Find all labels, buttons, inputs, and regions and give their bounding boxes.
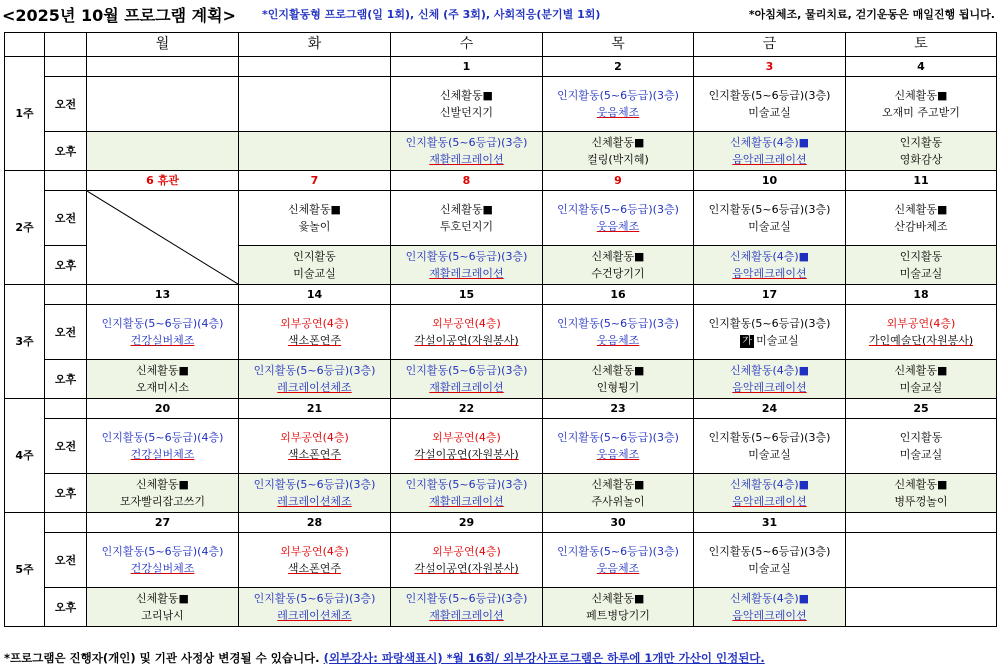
activity-type: 신체활동■: [136, 592, 189, 605]
activity-name: 산감바체조: [894, 220, 948, 233]
period-label-pm: 오후: [45, 360, 87, 399]
period-label-am: 오전: [45, 77, 87, 132]
day-header: 금: [694, 33, 846, 57]
activity-name: 건강실버체조: [130, 334, 195, 347]
period-label-pm: 오후: [45, 246, 87, 285]
date-cell: 6 휴관: [87, 171, 239, 191]
date-cell: [846, 513, 997, 533]
activity-type: 외부공연(4층): [432, 545, 501, 558]
activity-name: 웃음체조: [596, 334, 640, 347]
am-activity-cell: [239, 191, 391, 246]
date-cell: [87, 57, 239, 77]
activity-type: 인지활동(5~6등급)(4층): [101, 431, 224, 444]
activity-name: 각설이공연(자원봉사): [414, 562, 519, 575]
activity-type: 신체활동(4층)■: [729, 364, 810, 377]
am-activity-cell: [694, 419, 846, 474]
activity-type: 인지활동(5~6등급)(4층): [101, 545, 224, 558]
date-cell: 8: [391, 171, 543, 191]
pm-activity-cell: [543, 132, 694, 171]
date-cell: 22: [391, 399, 543, 419]
pm-activity-cell: [391, 588, 543, 627]
activity-name: 영화감상: [899, 153, 943, 166]
date-cell: 29: [391, 513, 543, 533]
date-cell: 3: [694, 57, 846, 77]
activity-type: 인지활동(5~6등급)(3층): [405, 250, 528, 263]
date-row: [5, 171, 997, 191]
am-activity-cell: [87, 77, 239, 132]
am-activity-cell: [694, 305, 846, 360]
activity-name: 건강실버체조: [130, 562, 195, 575]
day-header: 화: [239, 33, 391, 57]
activity-name: 각설이공연(자원봉사): [414, 448, 519, 461]
date-row: [5, 57, 997, 77]
activity-name: 재활레크레이션: [429, 381, 504, 394]
activity-type: 신체활동■: [136, 478, 189, 491]
activity-type: 인지활동: [899, 136, 943, 149]
week-label: 2주: [5, 171, 45, 285]
activity-type: 인지활동(5~6등급)(3층): [708, 431, 831, 444]
activity-name: 미술교실: [748, 562, 791, 575]
am-activity-cell: [846, 419, 997, 474]
week-label: 5주: [5, 513, 45, 627]
activity-type: 인지활동(5~6등급)(3층): [708, 89, 831, 102]
activity-type: 외부공연(4층): [280, 431, 349, 444]
date-cell: 23: [543, 399, 694, 419]
pm-activity-cell: [694, 588, 846, 627]
activity-type: 인지활동(5~6등급)(3층): [253, 364, 376, 377]
am-activity-cell: [391, 191, 543, 246]
am-row: [5, 533, 997, 588]
activity-name: 재활레크레이션: [429, 267, 504, 280]
pm-activity-cell: [694, 360, 846, 399]
pm-row: [5, 132, 997, 171]
pm-activity-cell: [846, 360, 997, 399]
date-cell: 25: [846, 399, 997, 419]
am-activity-cell: [846, 305, 997, 360]
day-header: 토: [846, 33, 997, 57]
pm-activity-cell: [239, 588, 391, 627]
date-cell: 30: [543, 513, 694, 533]
corner-cell: [5, 33, 45, 57]
corner-cell: [45, 33, 87, 57]
activity-type: 신체활동■: [894, 478, 948, 491]
date-cell: 1: [391, 57, 543, 77]
date-row: [5, 285, 997, 305]
activity-type: 신체활동■: [440, 89, 493, 102]
activity-name: 미술교실: [899, 448, 943, 461]
date-cell: 28: [239, 513, 391, 533]
ga-badge: 가: [742, 336, 753, 347]
footer-highlight: (외부강사: 파랑색표시) *월 16회/ 외부강사프로그램은 하루에 1개만 가산이 인정된다.: [323, 651, 765, 665]
date-cell: 31: [694, 513, 846, 533]
week-label: 1주: [5, 57, 45, 171]
activity-type: 외부공연(4층): [432, 317, 501, 330]
activity-type: 신체활동■: [288, 203, 341, 216]
date-cell: 14: [239, 285, 391, 305]
date-cell: 15: [391, 285, 543, 305]
daily-activities-note: *아침체조, 물리치료, 걷기운동은 매일진행 됩니다.: [748, 8, 995, 21]
activity-name: 웃음체조: [596, 220, 640, 233]
activity-name: 미술교실: [899, 267, 943, 280]
activity-type: 인지활동(5~6등급)(3층): [708, 545, 831, 558]
period-spacer: [45, 399, 87, 419]
pm-activity-cell: [391, 474, 543, 513]
activity-type: 신체활동■: [136, 364, 189, 377]
period-label-pm: 오후: [45, 474, 87, 513]
pm-row: [5, 474, 997, 513]
date-cell: 9: [543, 171, 694, 191]
holiday-diagonal-cell: [87, 191, 239, 285]
am-activity-cell: [391, 533, 543, 588]
am-activity-cell: [87, 419, 239, 474]
pm-activity-cell: [543, 588, 694, 627]
activity-name: 컬링(박지혜): [587, 153, 649, 166]
activity-name: 미술교실: [748, 106, 791, 119]
date-cell: 11: [846, 171, 997, 191]
activity-name: 오재미시소: [135, 381, 190, 394]
activity-name: 가인예술단(자원봉사): [868, 334, 974, 347]
pm-activity-cell: [694, 246, 846, 285]
activity-type: 신체활동■: [591, 250, 645, 263]
am-activity-cell: [543, 419, 694, 474]
day-header: 수: [391, 33, 543, 57]
activity-name: 음악레크레이션: [732, 495, 807, 508]
am-activity-cell: [239, 77, 391, 132]
am-activity-cell: [846, 191, 997, 246]
activity-name: 색소폰연주: [287, 562, 342, 575]
activity-name: 페트병당기기: [586, 609, 650, 622]
activity-type: 인지활동(5~6등급)(3층): [557, 89, 679, 102]
activity-name: 웃음체조: [596, 106, 640, 119]
pm-activity-cell: [239, 360, 391, 399]
day-header: 월: [87, 33, 239, 57]
am-activity-cell: [543, 191, 694, 246]
activity-type: 신체활동■: [894, 203, 948, 216]
activity-type: 신체활동(4층)■: [729, 250, 810, 263]
activity-name: 미술교실: [748, 448, 791, 461]
pm-activity-cell: [543, 474, 694, 513]
am-row: [5, 305, 997, 360]
date-cell: 20: [87, 399, 239, 419]
activity-type: 인지활동(5~6등급)(3층): [708, 317, 831, 330]
program-calendar-table: [4, 32, 997, 627]
date-cell: 21: [239, 399, 391, 419]
pm-activity-cell: [846, 132, 997, 171]
activity-type: 인지활동(5~6등급)(3층): [253, 592, 376, 605]
date-cell: 4: [846, 57, 997, 77]
activity-name: 윷놀이: [298, 220, 331, 233]
activity-name-row: [694, 332, 845, 349]
am-row: [5, 419, 997, 474]
date-row: [5, 399, 997, 419]
activity-type: 인지활동(5~6등급)(3층): [405, 364, 528, 377]
activity-type: 외부공연(4층): [280, 545, 349, 558]
period-label-am: 오전: [45, 191, 87, 246]
pm-activity-cell: [87, 474, 239, 513]
activity-name: 음악레크레이션: [732, 609, 807, 622]
activity-name: 고리낚시: [141, 609, 184, 622]
activity-name: 웃음체조: [596, 562, 640, 575]
activity-name: 모자빨리잡고쓰기: [119, 495, 205, 508]
activity-type: 인지활동: [899, 431, 943, 444]
date-cell: 7: [239, 171, 391, 191]
activity-type: 인지활동(5~6등급)(3층): [708, 203, 831, 216]
activity-name: 재활레크레이션: [429, 153, 504, 166]
activity-type: 신체활동(4층)■: [729, 136, 810, 149]
activity-type: 인지활동(5~6등급)(4층): [101, 317, 224, 330]
activity-type: 신체활동■: [591, 592, 645, 605]
pm-activity-cell: [239, 132, 391, 171]
am-activity-cell: [543, 77, 694, 132]
activity-name: 미술교실: [899, 381, 943, 394]
activity-type: 신체활동(4층)■: [729, 592, 810, 605]
activity-name: 미술교실: [756, 334, 799, 347]
period-label-am: 오전: [45, 305, 87, 360]
diagonal-line: [87, 191, 238, 284]
date-cell: 13: [87, 285, 239, 305]
activity-name: 인형튕기: [596, 381, 640, 394]
date-cell: 2: [543, 57, 694, 77]
activity-name: 신발던지기: [439, 106, 494, 119]
activity-type: 신체활동(4층)■: [729, 478, 810, 491]
activity-name: 재활레크레이션: [429, 609, 504, 622]
pm-row: [5, 360, 997, 399]
am-activity-cell: [694, 191, 846, 246]
page-title: <2025년 10월 프로그램 계획>: [2, 6, 236, 25]
pm-activity-cell: [391, 246, 543, 285]
period-label-am: 오전: [45, 419, 87, 474]
activity-name: 미술교실: [293, 267, 336, 280]
pm-activity-cell: [391, 360, 543, 399]
period-spacer: [45, 513, 87, 533]
activity-type: 인지활동(5~6등급)(3층): [557, 203, 679, 216]
pm-activity-cell: [543, 360, 694, 399]
date-cell: 24: [694, 399, 846, 419]
activity-type: 신체활동■: [591, 478, 645, 491]
activity-name: 오재미 주고받기: [882, 106, 960, 119]
activity-name: 색소폰연주: [287, 334, 342, 347]
activity-name: 각설이공연(자원봉사): [414, 334, 519, 347]
date-cell: 17: [694, 285, 846, 305]
am-activity-cell: [239, 305, 391, 360]
period-spacer: [45, 171, 87, 191]
am-activity-cell: [391, 77, 543, 132]
am-activity-cell: [846, 77, 997, 132]
activity-type: 인지활동(5~6등급)(3층): [557, 317, 679, 330]
pm-activity-cell: [87, 360, 239, 399]
period-spacer: [45, 57, 87, 77]
week-label: 3주: [5, 285, 45, 399]
am-activity-cell: [87, 305, 239, 360]
period-label-pm: 오후: [45, 588, 87, 627]
activity-name: 병뚜껑놀이: [894, 495, 948, 508]
day-header: 목: [543, 33, 694, 57]
activity-type: 인지활동(5~6등급)(3층): [405, 478, 528, 491]
activity-type: 신체활동■: [591, 364, 645, 377]
activity-type: 신체활동■: [591, 136, 645, 149]
activity-type: 외부공연(4층): [886, 317, 956, 330]
activity-name: 음악레크레이션: [732, 381, 807, 394]
activity-type: 인지활동(5~6등급)(3층): [253, 478, 376, 491]
am-activity-cell: [239, 419, 391, 474]
date-cell: 10: [694, 171, 846, 191]
program-frequency-notice: *인지활동형 프로그램(일 1회), 신체 (주 3회), 사회적응(분기별 1회): [262, 8, 601, 21]
date-cell: 27: [87, 513, 239, 533]
weekday-header-row: [5, 33, 997, 57]
activity-name: 수건당기기: [591, 267, 645, 280]
period-label-am: 오전: [45, 533, 87, 588]
activity-name: 음악레크레이션: [732, 153, 807, 166]
activity-type: 인지활동(5~6등급)(3층): [557, 431, 679, 444]
period-label-pm: 오후: [45, 132, 87, 171]
activity-name: 재활레크레이션: [429, 495, 504, 508]
date-cell: [239, 57, 391, 77]
activity-name: 주사위놀이: [591, 495, 645, 508]
activity-type: 인지활동: [899, 250, 943, 263]
pm-activity-cell: [846, 588, 997, 627]
activity-name: 웃음체조: [596, 448, 640, 461]
am-activity-cell: [846, 533, 997, 588]
pm-activity-cell: [239, 246, 391, 285]
period-spacer: [45, 285, 87, 305]
pm-activity-cell: [846, 246, 997, 285]
activity-name: 미술교실: [748, 220, 791, 233]
activity-type: 신체활동■: [894, 89, 948, 102]
date-cell: 18: [846, 285, 997, 305]
pm-activity-cell: [239, 474, 391, 513]
am-activity-cell: [87, 533, 239, 588]
activity-type: 인지활동(5~6등급)(3층): [405, 592, 528, 605]
activity-name: 음악레크레이션: [732, 267, 807, 280]
am-activity-cell: [694, 533, 846, 588]
pm-activity-cell: [543, 246, 694, 285]
am-activity-cell: [239, 533, 391, 588]
activity-type: 인지활동(5~6등급)(3층): [557, 545, 679, 558]
am-activity-cell: [391, 419, 543, 474]
activity-name: 레크레이션체조: [277, 495, 352, 508]
am-activity-cell: [694, 77, 846, 132]
pm-activity-cell: [87, 588, 239, 627]
am-row: [5, 191, 997, 246]
activity-type: 신체활동■: [894, 364, 948, 377]
pm-activity-cell: [694, 474, 846, 513]
activity-name: 레크레이션체조: [277, 381, 352, 394]
am-row: [5, 77, 997, 132]
date-cell: 16: [543, 285, 694, 305]
pm-activity-cell: [846, 474, 997, 513]
am-activity-cell: [391, 305, 543, 360]
pm-activity-cell: [391, 132, 543, 171]
activity-type: 인지활동(5~6등급)(3층): [405, 136, 528, 149]
activity-name: 건강실버체조: [130, 448, 195, 461]
activity-name: 투호던지기: [439, 220, 494, 233]
week-label: 4주: [5, 399, 45, 513]
footer-note: *프로그램은 진행자(개인) 및 기관 사정상 변경될 수 있습니다.: [4, 651, 320, 665]
activity-name: 색소폰연주: [287, 448, 342, 461]
date-row: [5, 513, 997, 533]
pm-activity-cell: [694, 132, 846, 171]
am-activity-cell: [543, 533, 694, 588]
activity-type: 신체활동■: [440, 203, 493, 216]
pm-activity-cell: [87, 132, 239, 171]
pm-row: [5, 588, 997, 627]
activity-name: 레크레이션체조: [277, 609, 352, 622]
am-activity-cell: [543, 305, 694, 360]
activity-type: 외부공연(4층): [432, 431, 501, 444]
activity-type: 인지활동: [293, 250, 336, 263]
page-header: [0, 0, 1001, 30]
activity-type: 외부공연(4층): [280, 317, 349, 330]
page-footer: [4, 650, 765, 666]
